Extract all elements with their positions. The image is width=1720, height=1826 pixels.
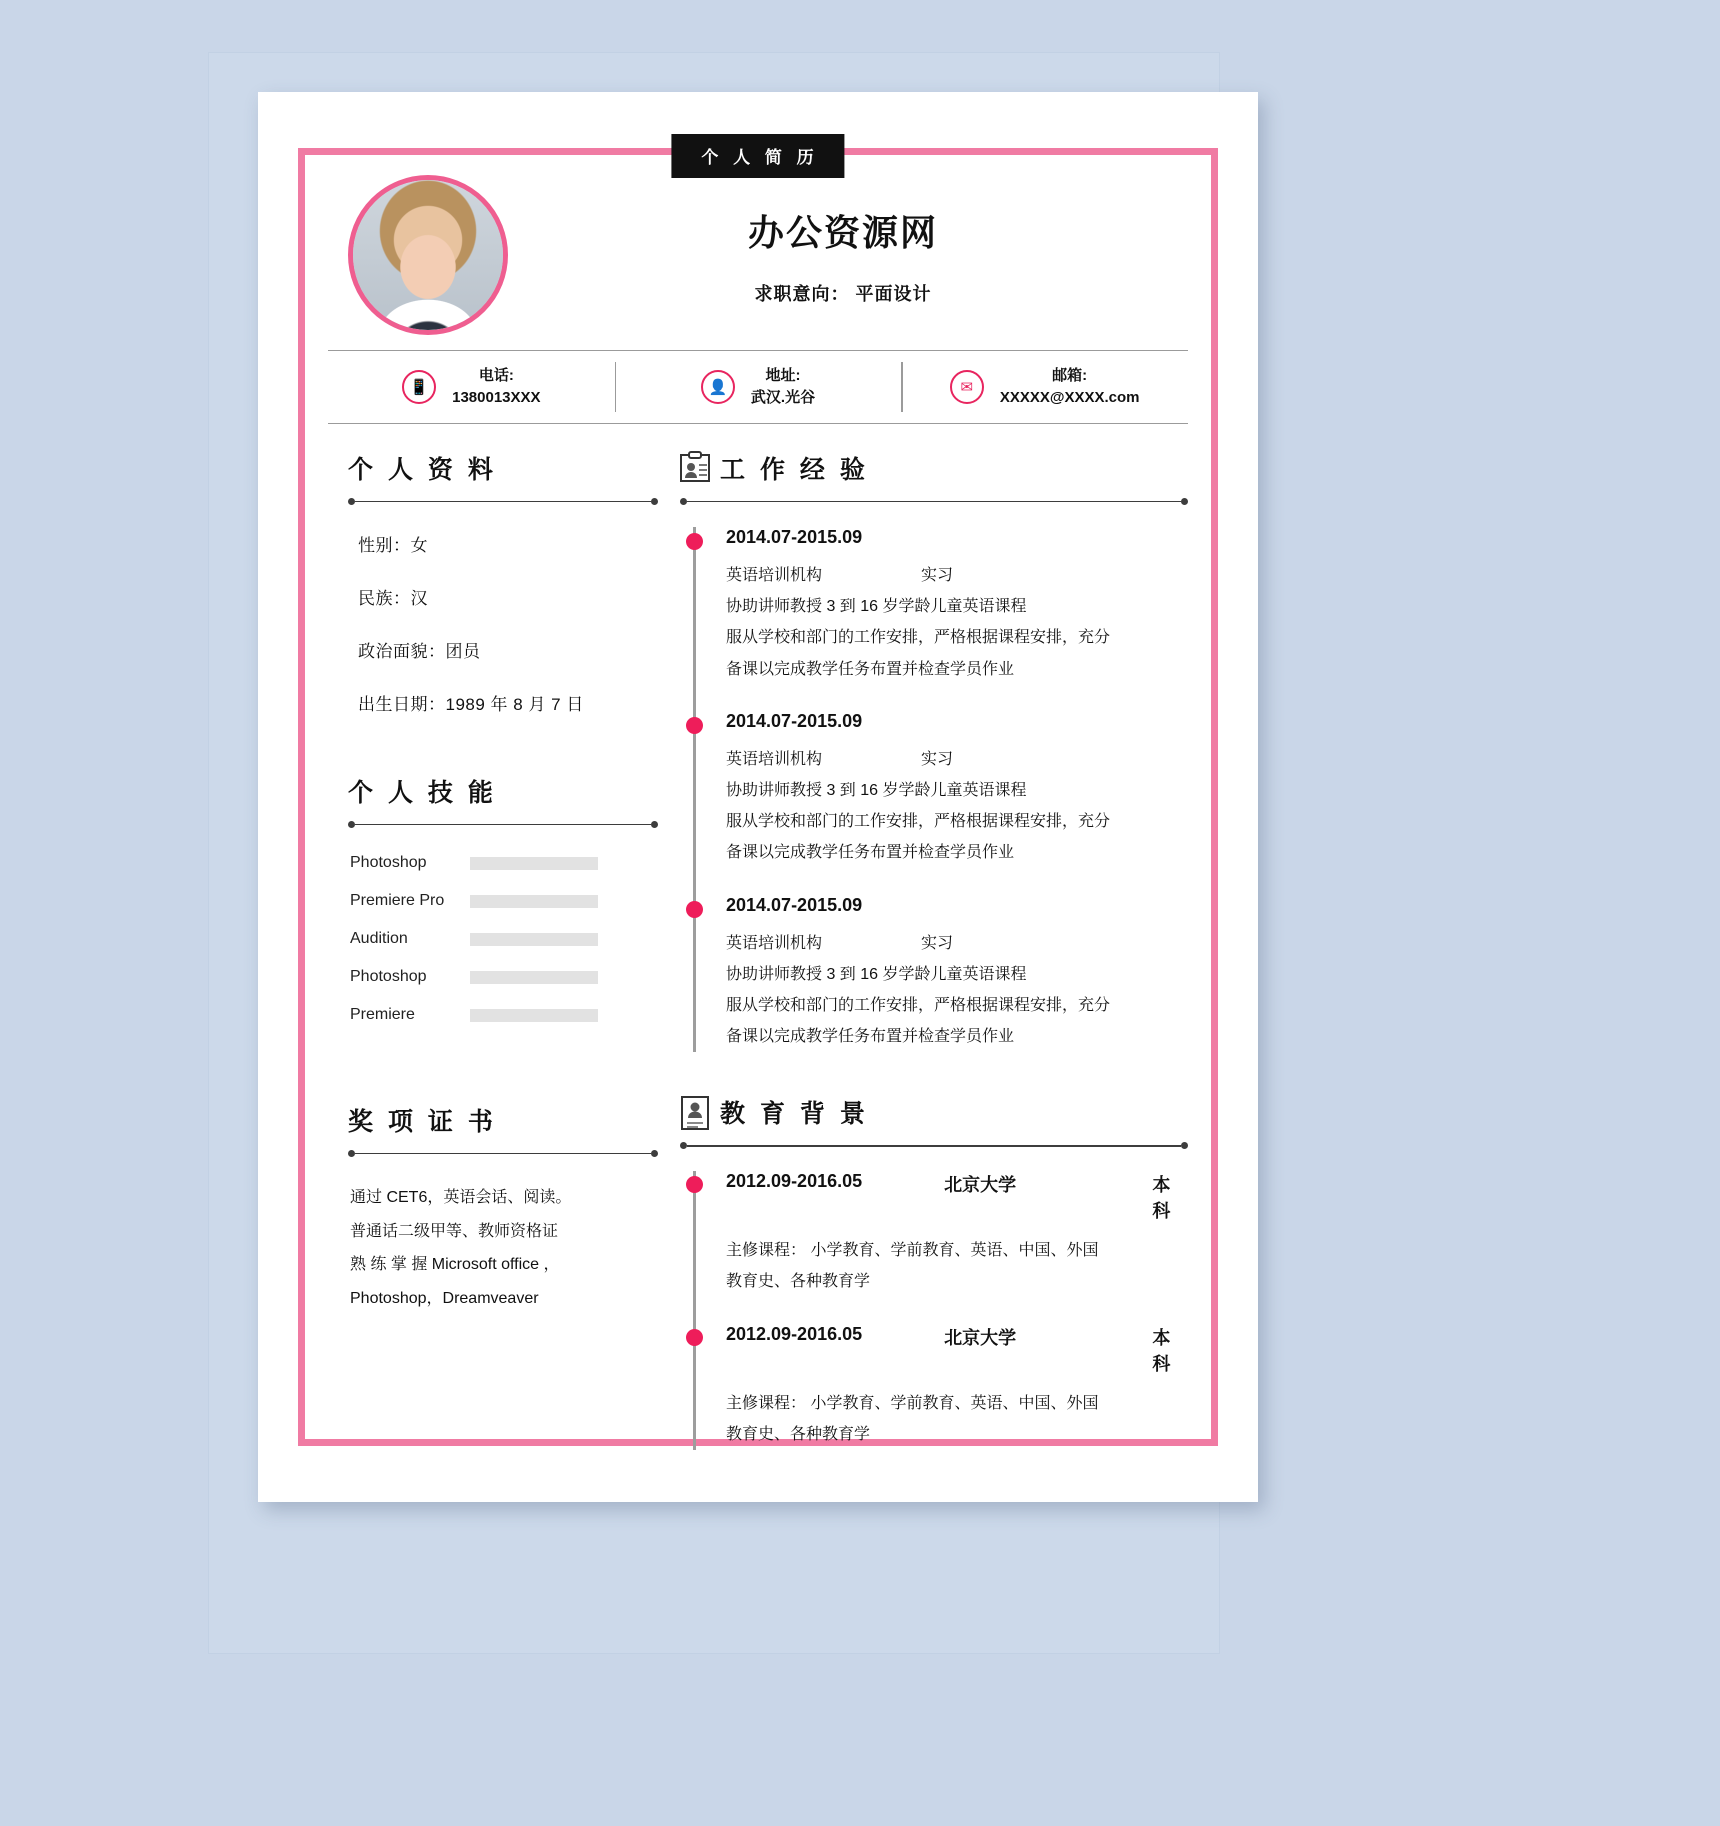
right-column — [658, 450, 1188, 1476]
resume-body — [328, 450, 1188, 1476]
education-timeline — [680, 1171, 1188, 1450]
awards-rule — [348, 1150, 658, 1157]
contact-email-label: 邮箱: — [1052, 366, 1088, 384]
work-item-role: 实习 — [921, 750, 954, 768]
rule-dot-right — [651, 1150, 658, 1157]
rule-dot-right — [1181, 1142, 1188, 1149]
work-heading — [680, 450, 1188, 486]
work-item-desc: 协助讲师教授 3 到 16 岁学龄儿童英语课程 — [726, 598, 1027, 616]
contact-phone-label: 电话: — [478, 366, 514, 384]
avatar — [348, 175, 508, 335]
work-item-desc: 备课以完成教学任务布置并检查学员作业 — [726, 844, 1015, 862]
section-personal-info — [348, 450, 658, 715]
work-item-role: 实习 — [921, 934, 954, 952]
contact-email — [901, 351, 1188, 423]
work-item-desc: 服从学校和部门的工作安排，严格根据课程安排，充分 — [726, 629, 1111, 647]
work-item-org: 英语培训机构 — [726, 567, 823, 584]
rule-line — [355, 824, 651, 826]
awards-heading — [348, 1102, 658, 1138]
skill-bar-track — [470, 933, 598, 946]
skill-label: Premiere — [350, 1006, 415, 1023]
education-item-school: 北京大学 — [944, 1327, 1017, 1348]
rule-dot-left — [680, 1142, 687, 1149]
skill-bar-track — [470, 1009, 598, 1022]
work-title: 工 作 经 验 — [720, 456, 869, 484]
rule-dot-right — [651, 821, 658, 828]
resume-header — [328, 170, 1188, 340]
skill-label: Photoshop — [350, 968, 427, 985]
personal-info-title: 个 人 资 料 — [348, 456, 497, 484]
work-item-date: 2014.07-2015.09 — [726, 894, 863, 915]
list-item — [726, 1171, 1188, 1297]
work-item-header — [726, 527, 1188, 548]
work-item-org: 英语培训机构 — [726, 750, 823, 768]
work-item-role: 实习 — [921, 567, 954, 584]
work-item-desc: 协助讲师教授 3 到 16 岁学龄儿童英语课程 — [726, 781, 1027, 799]
education-item-header — [726, 1171, 1188, 1223]
skill-label: Audition — [350, 930, 408, 947]
contact-address-label: 地址: — [765, 366, 801, 384]
education-item-desc: 教育史、各种教育学 — [726, 1273, 871, 1291]
work-item-orgrole — [726, 560, 1188, 591]
list-item — [726, 895, 1188, 1053]
rule-dot-right — [651, 498, 658, 505]
personal-info-heading — [348, 450, 658, 486]
skill-bar-track — [470, 857, 598, 870]
left-column — [328, 450, 658, 1476]
education-item-header — [726, 1324, 1188, 1376]
contact-phone-value: 1380013XXX — [452, 389, 541, 406]
list-item: 出生日期：1989 年 8 月 7 日 — [358, 695, 584, 714]
work-item-header — [726, 895, 1188, 916]
id-card-icon — [680, 451, 710, 485]
section-work-experience — [680, 450, 1188, 1052]
education-title: 教 育 背 景 — [720, 1100, 869, 1129]
work-rule — [680, 498, 1188, 505]
awards-title: 奖 项 证 书 — [348, 1108, 497, 1136]
candidate-name: 办公资源网 — [747, 211, 938, 253]
education-item-date: 2012.09-2016.05 — [726, 1171, 863, 1192]
work-item-desc: 备课以完成教学任务布置并检查学员作业 — [726, 660, 1015, 678]
contact-bar — [328, 350, 1188, 424]
list-item — [350, 968, 658, 986]
list-item — [726, 1324, 1188, 1450]
skills-rule — [348, 821, 658, 828]
contact-phone — [328, 351, 615, 423]
skill-label: Premiere Pro — [350, 892, 445, 909]
avatar-photo — [353, 180, 503, 330]
envelope-icon: ✉ — [950, 370, 984, 404]
rule-line — [355, 501, 651, 503]
contact-address-value: 武汉.光谷 — [750, 389, 816, 406]
rule-line — [355, 1153, 651, 1155]
contact-address — [615, 351, 902, 423]
list-item — [726, 711, 1188, 869]
list-item: 性别：女 — [358, 536, 428, 555]
skill-bar-track — [470, 895, 598, 908]
contact-address-text — [751, 365, 815, 410]
work-item-desc: 协助讲师教授 3 到 16 岁学龄儿童英语课程 — [726, 965, 1027, 983]
education-item-degree: 本科 — [1152, 1175, 1171, 1222]
resume-page — [258, 92, 1258, 1502]
personal-info-list — [348, 531, 658, 715]
work-item-desc: 服从学校和部门的工作安排，严格根据课程安排，充分 — [726, 996, 1111, 1014]
document-title-tab: 个 人 简 历 — [671, 134, 844, 178]
work-item-desc: 备课以完成教学任务布置并检查学员作业 — [726, 1028, 1015, 1046]
contact-email-text — [1000, 365, 1140, 410]
skills-list — [348, 854, 658, 1024]
awards-line: 通过 CET6，英语会话、阅读。 — [350, 1189, 572, 1206]
work-item-date: 2014.07-2015.09 — [726, 710, 863, 731]
list-item — [350, 1006, 658, 1024]
education-item-desc: 主修课程： 小学教育、学前教育、英语、中国、外国 — [726, 1242, 1099, 1260]
header-text-block — [508, 205, 1188, 306]
rule-line — [687, 1145, 1181, 1147]
contact-phone-text — [452, 365, 540, 410]
work-timeline — [680, 527, 1188, 1052]
list-item: 民族：汉 — [358, 589, 428, 608]
work-item-orgrole — [726, 928, 1188, 959]
rule-dot-left — [348, 821, 355, 828]
education-item-school: 北京大学 — [944, 1175, 1017, 1196]
contact-email-value: XXXXX@XXXX.com — [999, 389, 1140, 406]
awards-body — [348, 1181, 658, 1315]
awards-line: 普通话二级甲等、教师资格证 — [350, 1222, 559, 1240]
education-heading — [680, 1094, 1188, 1130]
section-awards — [348, 1102, 658, 1315]
work-item-orgrole — [726, 744, 1188, 775]
rule-line — [687, 501, 1181, 503]
skill-bar-track — [470, 971, 598, 984]
list-item — [726, 527, 1188, 685]
person-icon: 👤 — [701, 370, 735, 404]
skill-label: Photoshop — [350, 854, 427, 871]
phone-icon: 📱 — [402, 370, 436, 404]
work-item-desc: 服从学校和部门的工作安排，严格根据课程安排，充分 — [726, 813, 1111, 831]
rule-dot-right — [1181, 498, 1188, 505]
education-rule — [680, 1142, 1188, 1149]
education-item-date: 2012.09-2016.05 — [726, 1323, 863, 1344]
rule-dot-left — [348, 498, 355, 505]
education-item-degree: 本科 — [1152, 1327, 1171, 1374]
section-skills — [348, 773, 658, 1024]
list-item — [350, 854, 658, 872]
list-item: 政治面貌：团员 — [358, 642, 481, 661]
personal-info-rule — [348, 498, 658, 505]
work-item-header — [726, 711, 1188, 732]
list-item — [350, 892, 658, 910]
awards-line: Photoshop，Dreamveaver — [350, 1289, 539, 1307]
work-item-org: 英语培训机构 — [726, 934, 823, 952]
job-objective: 求职意向： 平面设计 — [754, 283, 932, 304]
list-item — [350, 930, 658, 948]
education-item-desc: 教育史、各种教育学 — [726, 1425, 871, 1443]
awards-line: 熟 练 掌 握 Microsoft office ， — [350, 1256, 560, 1274]
rule-dot-left — [680, 498, 687, 505]
work-item-date: 2014.07-2015.09 — [726, 527, 863, 547]
skills-title: 个 人 技 能 — [348, 779, 497, 807]
rule-dot-left — [348, 1150, 355, 1157]
education-item-desc: 主修课程： 小学教育、学前教育、英语、中国、外国 — [726, 1394, 1099, 1412]
section-education — [680, 1094, 1188, 1450]
certificate-icon — [680, 1095, 710, 1129]
skills-heading — [348, 773, 658, 809]
